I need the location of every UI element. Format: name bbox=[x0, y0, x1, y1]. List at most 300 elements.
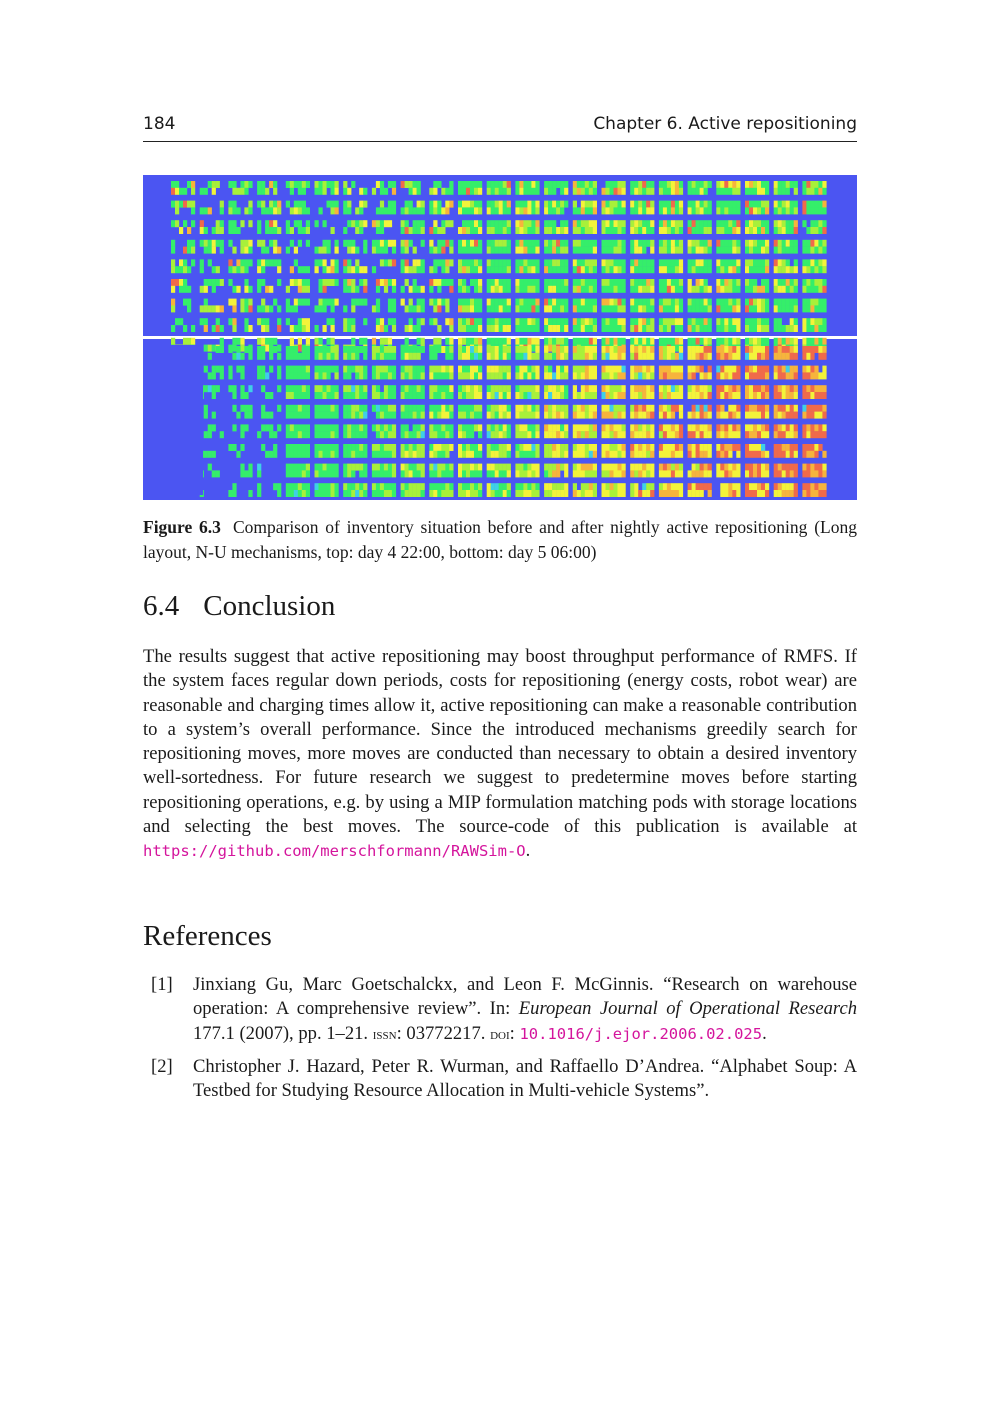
heatmap-cell bbox=[728, 181, 732, 188]
heatmap-cell bbox=[818, 318, 822, 325]
heatmap-cell bbox=[606, 451, 610, 458]
heatmap-cell bbox=[786, 220, 790, 227]
heatmap-cell bbox=[622, 346, 626, 353]
heatmap-cell bbox=[487, 240, 491, 247]
heatmap-cell bbox=[556, 247, 560, 254]
heatmap-cell bbox=[392, 392, 396, 399]
heatmap-cell bbox=[437, 181, 441, 188]
heatmap-cell bbox=[376, 431, 380, 438]
heatmap-cell bbox=[306, 464, 310, 471]
heatmap-cell bbox=[638, 279, 642, 286]
heatmap-cell bbox=[642, 181, 646, 188]
heatmap-cell bbox=[638, 431, 642, 438]
figure-caption bbox=[143, 515, 857, 565]
heatmap-cell bbox=[240, 181, 244, 188]
heatmap-cell bbox=[487, 451, 491, 458]
heatmap-cell bbox=[405, 385, 409, 392]
heatmap-cell bbox=[774, 366, 778, 373]
heatmap-cell bbox=[692, 318, 696, 325]
heatmap-cell bbox=[646, 385, 650, 392]
heatmap-cell bbox=[774, 392, 778, 399]
heatmap-cell bbox=[810, 470, 814, 477]
heatmap-cell bbox=[757, 299, 761, 306]
heatmap-cell bbox=[720, 372, 724, 379]
heatmap-cell bbox=[507, 490, 511, 497]
heatmap-cell bbox=[363, 431, 367, 438]
heatmap-cell bbox=[441, 346, 445, 353]
heatmap-cell bbox=[704, 353, 708, 360]
heatmap-cell bbox=[802, 338, 806, 345]
heatmap-cell bbox=[564, 201, 568, 208]
heatmap-cell bbox=[692, 305, 696, 312]
heatmap-cell bbox=[650, 201, 654, 208]
heatmap-cell bbox=[376, 470, 380, 477]
heatmap-cell bbox=[515, 338, 519, 345]
heatmap-cell bbox=[765, 372, 769, 379]
heatmap-cell bbox=[688, 325, 692, 332]
heatmap-cell bbox=[818, 181, 822, 188]
heatmap-cell bbox=[487, 259, 491, 266]
heatmap-cell bbox=[208, 259, 212, 266]
heatmap-cell bbox=[564, 299, 568, 306]
heatmap-cell bbox=[458, 247, 462, 254]
heatmap-cell bbox=[200, 207, 204, 214]
heatmap-cell bbox=[319, 366, 323, 373]
heatmap-cell bbox=[441, 483, 445, 490]
heatmap-cell bbox=[191, 259, 195, 266]
heatmap-cell bbox=[802, 392, 806, 399]
heatmap-cell bbox=[765, 346, 769, 353]
heatmap-cell bbox=[392, 366, 396, 373]
heatmap-cell bbox=[675, 385, 679, 392]
heatmap-cell bbox=[822, 266, 826, 273]
heatmap-cell bbox=[659, 353, 663, 360]
heatmap-cell bbox=[646, 220, 650, 227]
heatmap-cell bbox=[786, 444, 790, 451]
heatmap-cell bbox=[445, 353, 449, 360]
heatmap-cell bbox=[548, 299, 552, 306]
heatmap-cell bbox=[376, 451, 380, 458]
heatmap-cell bbox=[704, 431, 708, 438]
heatmap-cell bbox=[261, 201, 265, 208]
heatmap-cell bbox=[363, 412, 367, 419]
doi-link[interactable]: 10.1016/j.ejor.2006.02.025 bbox=[519, 1024, 763, 1043]
heatmap-cell bbox=[704, 299, 708, 306]
heatmap-cell bbox=[675, 483, 679, 490]
heatmap-cell bbox=[445, 405, 449, 412]
heatmap-cell bbox=[531, 305, 535, 312]
heatmap-cell bbox=[749, 366, 753, 373]
heatmap-cell bbox=[413, 483, 417, 490]
heatmap-cell bbox=[359, 188, 363, 195]
heatmap-cell bbox=[704, 385, 708, 392]
heatmap-cell bbox=[523, 372, 527, 379]
heatmap-cell bbox=[622, 338, 626, 345]
heatmap-cell bbox=[409, 412, 413, 419]
heatmap-cell bbox=[232, 266, 236, 273]
heatmap-cell bbox=[564, 424, 568, 431]
heatmap-cell bbox=[294, 405, 298, 412]
heatmap-cell bbox=[441, 188, 445, 195]
heatmap-cell bbox=[220, 247, 224, 254]
heatmap-cell bbox=[630, 451, 634, 458]
heatmap-cell bbox=[696, 227, 700, 234]
heatmap-cell bbox=[671, 207, 675, 214]
heatmap-cell bbox=[216, 227, 220, 234]
heatmap-cell bbox=[388, 318, 392, 325]
heatmap-cell bbox=[646, 201, 650, 208]
reference-number: [2] bbox=[151, 1055, 173, 1077]
heatmap-cell bbox=[794, 366, 798, 373]
heatmap-cell bbox=[232, 325, 236, 332]
heatmap-cell bbox=[405, 305, 409, 312]
heatmap-cell bbox=[630, 318, 634, 325]
heatmap-cell bbox=[642, 259, 646, 266]
heatmap-cell bbox=[306, 266, 310, 273]
heatmap-cell bbox=[372, 405, 376, 412]
heatmap-cell bbox=[708, 431, 712, 438]
heatmap-cell bbox=[810, 181, 814, 188]
heatmap-cell bbox=[696, 338, 700, 345]
heatmap-cell bbox=[445, 372, 449, 379]
heatmap-cell bbox=[335, 470, 339, 477]
heatmap-cell bbox=[810, 346, 814, 353]
heatmap-cell bbox=[585, 372, 589, 379]
heatmap-cell bbox=[491, 201, 495, 208]
heatmap-cell bbox=[343, 346, 347, 353]
heatmap-cell bbox=[449, 318, 453, 325]
heatmap-cell bbox=[355, 431, 359, 438]
heatmap-cell bbox=[248, 346, 252, 353]
heatmap-cell bbox=[388, 431, 392, 438]
heatmap-cell bbox=[474, 181, 478, 188]
heatmap-cell bbox=[343, 207, 347, 214]
heatmap-cell bbox=[191, 247, 195, 254]
heatmap-cell bbox=[818, 353, 822, 360]
heatmap-cell bbox=[323, 279, 327, 286]
heatmap-cell bbox=[417, 325, 421, 332]
heatmap-cell bbox=[818, 240, 822, 247]
heatmap-cell bbox=[290, 424, 294, 431]
heatmap-cell bbox=[650, 431, 654, 438]
heatmap-cell bbox=[208, 451, 212, 458]
heatmap-cell bbox=[708, 464, 712, 471]
heatmap-cell bbox=[478, 385, 482, 392]
heatmap-cell bbox=[552, 338, 556, 345]
heatmap-cell bbox=[458, 424, 462, 431]
heatmap-cell bbox=[602, 188, 606, 195]
heatmap-cell bbox=[642, 464, 646, 471]
heatmap-cell bbox=[782, 405, 786, 412]
heatmap-cell bbox=[552, 424, 556, 431]
heatmap-cell bbox=[593, 372, 597, 379]
heatmap-cell bbox=[818, 201, 822, 208]
heatmap-cell bbox=[462, 444, 466, 451]
heatmap-cell bbox=[622, 247, 626, 254]
heatmap-cell bbox=[327, 412, 331, 419]
heatmap-cell bbox=[778, 424, 782, 431]
heatmap-cell bbox=[790, 353, 794, 360]
heatmap-cell bbox=[331, 266, 335, 273]
heatmap-cell bbox=[228, 318, 232, 325]
heatmap-cell bbox=[384, 424, 388, 431]
heatmap-cell bbox=[236, 353, 240, 360]
heatmap-cell bbox=[294, 247, 298, 254]
heatmap-cell bbox=[433, 181, 437, 188]
heatmap-cell bbox=[646, 431, 650, 438]
heatmap-cell bbox=[449, 464, 453, 471]
heatmap-cell bbox=[585, 207, 589, 214]
heatmap-cell bbox=[523, 431, 527, 438]
heatmap-cell bbox=[646, 207, 650, 214]
heatmap-cell bbox=[548, 372, 552, 379]
heatmap-cell bbox=[622, 464, 626, 471]
heatmap-cell bbox=[696, 490, 700, 497]
heatmap-cell bbox=[474, 353, 478, 360]
heatmap-cell bbox=[544, 266, 548, 273]
heatmap-cell bbox=[204, 366, 208, 373]
heatmap-cell bbox=[774, 444, 778, 451]
heatmap-cell bbox=[519, 259, 523, 266]
heatmap-cell bbox=[515, 201, 519, 208]
reference-list bbox=[143, 973, 857, 1111]
heatmap-cell bbox=[421, 444, 425, 451]
heatmap-cell bbox=[441, 470, 445, 477]
heatmap-cell bbox=[720, 201, 724, 208]
heatmap-cell bbox=[786, 431, 790, 438]
heatmap-cell bbox=[306, 385, 310, 392]
heatmap-cell bbox=[535, 227, 539, 234]
heatmap-cell bbox=[265, 325, 269, 332]
heatmap-cell bbox=[384, 392, 388, 399]
heatmap-cell bbox=[630, 305, 634, 312]
heatmap-cell bbox=[523, 188, 527, 195]
heatmap-cell bbox=[171, 279, 175, 286]
heatmap-cell bbox=[302, 470, 306, 477]
heatmap-cell bbox=[187, 227, 191, 234]
heatmap-cell bbox=[724, 353, 728, 360]
heatmap-cell bbox=[736, 201, 740, 208]
heatmap-cell bbox=[363, 220, 367, 227]
heatmap-cell bbox=[462, 431, 466, 438]
heatmap-cell bbox=[560, 424, 564, 431]
heatmap-cell bbox=[602, 207, 606, 214]
heatmap-cell bbox=[495, 412, 499, 419]
heatmap-cell bbox=[753, 405, 757, 412]
heatmap-cell bbox=[503, 490, 507, 497]
heatmap-cell bbox=[736, 353, 740, 360]
heatmap-cell bbox=[495, 279, 499, 286]
heatmap-cell bbox=[458, 207, 462, 214]
heatmap-cell bbox=[220, 346, 224, 353]
heatmap-cell bbox=[818, 247, 822, 254]
heatmap-cell bbox=[765, 201, 769, 208]
heatmap-cell bbox=[507, 279, 511, 286]
heatmap-cell bbox=[736, 266, 740, 273]
heatmap-cell bbox=[548, 392, 552, 399]
heatmap-cell bbox=[499, 405, 503, 412]
heatmap-cell bbox=[544, 385, 548, 392]
heatmap-cell bbox=[634, 286, 638, 293]
heatmap-cell bbox=[696, 286, 700, 293]
heatmap-cell bbox=[261, 353, 265, 360]
heatmap-cell bbox=[753, 207, 757, 214]
heatmap-cell bbox=[548, 490, 552, 497]
heatmap-cell bbox=[248, 412, 252, 419]
heatmap-cell bbox=[183, 247, 187, 254]
heatmap-cell bbox=[577, 259, 581, 266]
heatmap-cell bbox=[757, 240, 761, 247]
heatmap-cell bbox=[527, 299, 531, 306]
heatmap-cell bbox=[761, 318, 765, 325]
heatmap-cell bbox=[187, 247, 191, 254]
heatmap-cell bbox=[757, 490, 761, 497]
heatmap-cell bbox=[474, 366, 478, 373]
heatmap-cell bbox=[818, 431, 822, 438]
heatmap-cell bbox=[458, 299, 462, 306]
heatmap-cell bbox=[257, 470, 261, 477]
heatmap-cell bbox=[315, 181, 319, 188]
heatmap-cell bbox=[429, 240, 433, 247]
heatmap-cell bbox=[720, 431, 724, 438]
heatmap-cell bbox=[663, 483, 667, 490]
heatmap-cell bbox=[659, 451, 663, 458]
heatmap-cell bbox=[286, 424, 290, 431]
heatmap-cell bbox=[622, 305, 626, 312]
heatmap-cell bbox=[527, 392, 531, 399]
heatmap-cell bbox=[765, 181, 769, 188]
heatmap-cell bbox=[503, 424, 507, 431]
heatmap-cell bbox=[531, 451, 535, 458]
heatmap-cell bbox=[778, 240, 782, 247]
heatmap-cell bbox=[753, 318, 757, 325]
heatmap-cell bbox=[659, 470, 663, 477]
heatmap-cell bbox=[384, 464, 388, 471]
heatmap-cell bbox=[257, 286, 261, 293]
heatmap-cell bbox=[478, 207, 482, 214]
heatmap-cell bbox=[634, 266, 638, 273]
heatmap-cell bbox=[646, 412, 650, 419]
heatmap-cell bbox=[548, 220, 552, 227]
heatmap-cell bbox=[523, 286, 527, 293]
heatmap-cell bbox=[602, 464, 606, 471]
heatmap-cell bbox=[306, 470, 310, 477]
heatmap-cell bbox=[335, 240, 339, 247]
heatmap-cell bbox=[552, 353, 556, 360]
heatmap-cell bbox=[761, 346, 765, 353]
heatmap-cell bbox=[818, 325, 822, 332]
heatmap-cell bbox=[753, 346, 757, 353]
heatmap-cell bbox=[478, 266, 482, 273]
heatmap-cell bbox=[499, 318, 503, 325]
heatmap-cell bbox=[782, 353, 786, 360]
heatmap-cell bbox=[716, 279, 720, 286]
heatmap-cell bbox=[409, 181, 413, 188]
heatmap-cell bbox=[675, 451, 679, 458]
heatmap-cell bbox=[700, 490, 704, 497]
heatmap-cell bbox=[175, 201, 179, 208]
heatmap-cell bbox=[187, 201, 191, 208]
heatmap-cell bbox=[556, 259, 560, 266]
heatmap-cell bbox=[491, 305, 495, 312]
heatmap-cell bbox=[405, 405, 409, 412]
heatmap-cell bbox=[544, 201, 548, 208]
heatmap-cell bbox=[503, 299, 507, 306]
heatmap-cell bbox=[376, 207, 380, 214]
heatmap-cell bbox=[761, 392, 765, 399]
heatmap-cell bbox=[437, 483, 441, 490]
heatmap-cell bbox=[544, 353, 548, 360]
heatmap-cell bbox=[646, 470, 650, 477]
heatmap-cell bbox=[315, 444, 319, 451]
heatmap-cell bbox=[499, 353, 503, 360]
heatmap-cell bbox=[749, 220, 753, 227]
heatmap-cell bbox=[548, 305, 552, 312]
heatmap-cell bbox=[782, 346, 786, 353]
heatmap-cell bbox=[474, 385, 478, 392]
heatmap-cell bbox=[667, 247, 671, 254]
heatmap-cell bbox=[757, 305, 761, 312]
heatmap-cell bbox=[716, 372, 720, 379]
heatmap-cell bbox=[638, 266, 642, 273]
heatmap-cell bbox=[790, 305, 794, 312]
heatmap-cell bbox=[277, 318, 281, 325]
heatmap-cell bbox=[552, 220, 556, 227]
heatmap-cell bbox=[589, 338, 593, 345]
heatmap-cell bbox=[388, 279, 392, 286]
heatmap-cell bbox=[429, 405, 433, 412]
heatmap-cell bbox=[708, 181, 712, 188]
heatmap-cell bbox=[548, 240, 552, 247]
heatmap-cell bbox=[462, 318, 466, 325]
heatmap-cell bbox=[564, 346, 568, 353]
heatmap-cell bbox=[618, 372, 622, 379]
heatmap-cell bbox=[606, 259, 610, 266]
heatmap-cell bbox=[688, 201, 692, 208]
heatmap-cell bbox=[449, 286, 453, 293]
heatmap-cell bbox=[602, 392, 606, 399]
heatmap-cell bbox=[294, 366, 298, 373]
heatmap-cell bbox=[204, 279, 208, 286]
heatmap-cell bbox=[535, 188, 539, 195]
heatmap-cell bbox=[437, 207, 441, 214]
heatmap-cell bbox=[630, 405, 634, 412]
heatmap-cell bbox=[606, 366, 610, 373]
source-code-link[interactable]: https://github.com/merschformann/RAWSim-O bbox=[143, 842, 526, 861]
heatmap-cell bbox=[372, 444, 376, 451]
heatmap-cell bbox=[470, 412, 474, 419]
heatmap-cell bbox=[441, 259, 445, 266]
heatmap-cell bbox=[806, 444, 810, 451]
heatmap-cell bbox=[421, 220, 425, 227]
heatmap-cell bbox=[433, 227, 437, 234]
heatmap-cell bbox=[704, 338, 708, 345]
heatmap-cell bbox=[696, 424, 700, 431]
heatmap-cell bbox=[802, 470, 806, 477]
heatmap-cell bbox=[630, 483, 634, 490]
heatmap-cell bbox=[331, 464, 335, 471]
heatmap-cell bbox=[306, 366, 310, 373]
heatmap-cell bbox=[515, 227, 519, 234]
heatmap-cell bbox=[392, 444, 396, 451]
heatmap-cell bbox=[761, 490, 765, 497]
heatmap-cell bbox=[671, 470, 675, 477]
heatmap-cell bbox=[323, 286, 327, 293]
heatmap-cell bbox=[433, 338, 437, 345]
heatmap-cell bbox=[732, 385, 736, 392]
heatmap-cell bbox=[462, 325, 466, 332]
heatmap-cell bbox=[519, 483, 523, 490]
